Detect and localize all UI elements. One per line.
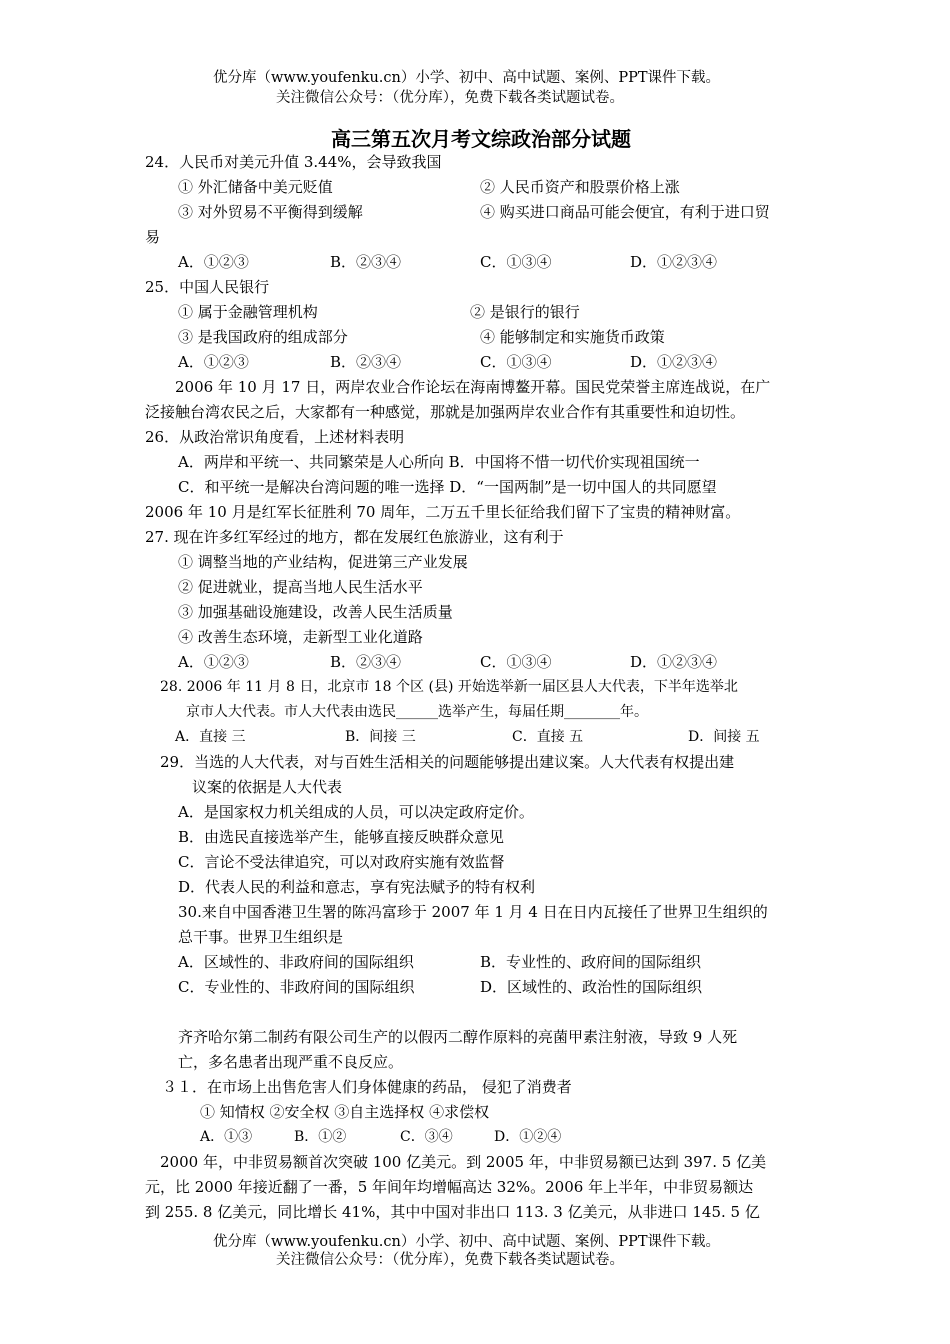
question-30-line-1: 30.来自中国香港卫生署的陈冯富珍于 2007 年 1 月 4 日在日内瓦接任了世界卫生组织的: [178, 903, 768, 921]
material-4-line-1: 2000 年，中非贸易额首次突破 100 亿美元。到 2005 年，中非贸易额已达到 397. 5 亿美: [160, 1153, 767, 1171]
q27-option-3: ③ 加强基础设施建设，改善人民生活质量: [178, 603, 453, 621]
material-4-line-2: 元，比 2000 年接近翻了一番，5 年间年均增幅高达 32%。2006 年上半年，中非贸易额达: [145, 1178, 754, 1196]
q25-choice-b: B．②③④: [330, 353, 402, 371]
footer-line-1: 优分库（www.youfenku.cn）小学、初中、高中试题、案例、PPT课件下载。: [213, 1234, 721, 1250]
q27-choice-c: C．①③④: [480, 653, 552, 671]
question-24-stem: 24．人民币对美元升值 3.44%，会导致我国: [145, 153, 442, 171]
q24-choice-b: B．②③④: [330, 253, 402, 271]
header-line-1: 优分库（www.youfenku.cn）小学、初中、高中试题、案例、PPT课件下载。: [213, 70, 721, 86]
material-1-line-2: 泛接触台湾农民之后，大家都有一种感觉，那就是加强两岸农业合作有其重要性和迫切性。: [145, 403, 746, 421]
q29-choice-b: B．由选民直接选举产生，能够直接反映群众意见: [178, 828, 505, 846]
q30-choice-a: A．区域性的、非政府间的国际组织: [178, 953, 414, 971]
q24-option-4-cont: 易: [145, 228, 161, 246]
q31-choice-a: A．①③: [200, 1129, 253, 1145]
q28-choice-a: A．直接 三: [175, 729, 246, 745]
q29-choice-c: C．言论不受法律追究，可以对政府实施有效监督: [178, 853, 505, 871]
q25-option-1: ① 属于金融管理机构: [178, 303, 318, 321]
q24-choice-d: D．①②③④: [630, 253, 718, 271]
material-3-line-1: 齐齐哈尔第二制药有限公司生产的以假丙二醇作原料的亮菌甲素注射液，导致 9 人死: [178, 1028, 738, 1046]
material-1-line-1: 2006 年 10 月 17 日，两岸农业合作论坛在海南博鳌开幕。国民党荣誉主席连战说，在广: [175, 378, 771, 396]
q24-choice-c: C．①③④: [480, 253, 552, 271]
q27-option-1: ① 调整当地的产业结构，促进第三产业发展: [178, 553, 468, 571]
question-28-line-1: 28. 2006 年 11 月 8 日，北京市 18 个区 (县) 开始选举新一届区县人大代表，下半年选举北: [160, 679, 738, 695]
q24-option-1: ① 外汇储备中美元贬值: [178, 178, 333, 196]
question-25-stem: 25．中国人民银行: [145, 278, 270, 296]
q27-choice-b: B．②③④: [330, 653, 402, 671]
q25-option-3: ③ 是我国政府的组成部分: [178, 328, 348, 346]
header-line-2: 关注微信公众号：（优分库），免费下载各类试题试卷。: [276, 90, 624, 106]
q31-choice-b: B．①②: [294, 1129, 347, 1145]
q31-choice-c: C．③④: [400, 1129, 453, 1145]
q27-option-4: ④ 改善生态环境，走新型工业化道路: [178, 628, 423, 646]
q24-option-3: ③ 对外贸易不平衡得到缓解: [178, 203, 363, 221]
q31-options: ① 知情权 ②安全权 ③自主选择权 ④求偿权: [200, 1103, 490, 1121]
question-31-stem: ３１．在市场上出售危害人们身体健康的药品， 侵犯了消费者: [162, 1078, 572, 1096]
q29-choice-a: A．是国家权力机关组成的人员，可以决定政府定价。: [178, 803, 534, 821]
material-3-line-2: 亡，多名患者出现严重不良反应。: [178, 1053, 404, 1071]
question-29-line-1: 29．当选的人大代表，对与百姓生活相关的问题能够提出建议案。人大代表有权提出建: [160, 753, 735, 771]
question-26-stem: 26．从政治常识角度看，上述材料表明: [145, 428, 405, 446]
question-29-line-2: 议案的依据是人大代表: [192, 778, 343, 796]
material-2: 2006 年 10 月是红军长征胜利 70 周年，二万五千里长征给我们留下了宝贵的精神财富。: [145, 503, 741, 521]
q27-choice-d: D．①②③④: [630, 653, 718, 671]
q31-choice-d: D．①②④: [494, 1129, 562, 1145]
question-28-line-2: 京市人大代表。市人大代表由选民______选举产生，每届任期________年。: [186, 704, 648, 720]
q25-choice-c: C．①③④: [480, 353, 552, 371]
footer-line-2: 关注微信公众号：（优分库），免费下载各类试题试卷。: [276, 1252, 624, 1268]
q27-option-2: ② 促进就业，提高当地人民生活水平: [178, 578, 423, 596]
q28-choice-b: B．间接 三: [345, 729, 416, 745]
q25-choice-a: A．①②③: [178, 353, 249, 371]
q30-choice-c: C．专业性的、非政府间的国际组织: [178, 978, 415, 996]
q30-choice-d: D．区域性的、政治性的国际组织: [480, 978, 703, 996]
q28-choice-d: D．间接 五: [688, 729, 760, 745]
q30-choice-b: B．专业性的、政府间的国际组织: [480, 953, 702, 971]
q28-choice-c: C．直接 五: [512, 729, 584, 745]
q29-choice-d: D．代表人民的利益和意志，享有宪法赋予的特有权利: [178, 878, 536, 896]
q25-option-4: ④ 能够制定和实施货币政策: [480, 328, 665, 346]
material-4-line-3: 到 255. 8 亿美元，同比增长 41%，其中中国对非出口 113. 3 亿美元，从非进口 145. 5 亿: [145, 1203, 760, 1221]
q25-choice-d: D．①②③④: [630, 353, 718, 371]
page-title: 高三第五次月考文综政治部分试题: [331, 127, 631, 151]
question-27-stem: 27. 现在许多红军经过的地方，都在发展红色旅游业，这有利于: [145, 528, 564, 546]
q27-choice-a: A．①②③: [178, 653, 249, 671]
q24-option-2: ② 人民币资产和股票价格上涨: [480, 178, 680, 196]
q26-choices-ab: A．两岸和平统一、共同繁荣是人心所向 B．中国将不惜一切代价实现祖国统一: [178, 453, 700, 471]
q24-option-4: ④ 购买进口商品可能会便宜，有利于进口贸: [480, 203, 770, 221]
q24-choice-a: A．①②③: [178, 253, 249, 271]
question-30-line-2: 总干事。世界卫生组织是: [178, 928, 344, 946]
q26-choices-cd: C．和平统一是解决台湾问题的唯一选择 D．“一国两制”是一切中国人的共同愿望: [178, 478, 717, 496]
q25-option-2: ② 是银行的银行: [470, 303, 580, 321]
